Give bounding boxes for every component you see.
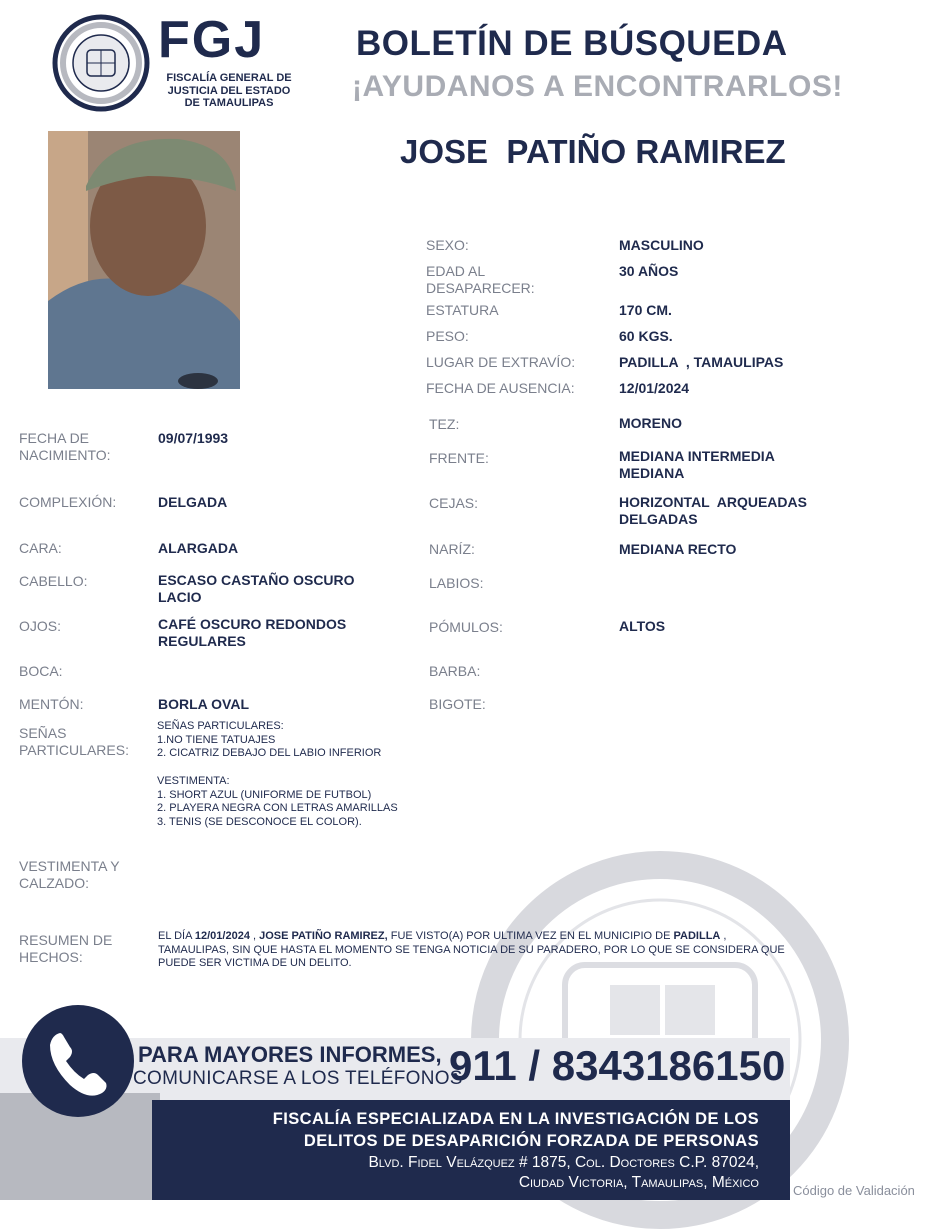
field-label: PÓMULOS:	[429, 619, 503, 635]
resumen-name: JOSE PATIÑO RAMIREZ,	[259, 930, 388, 942]
org-name-line: DE TAMAULIPAS	[184, 97, 274, 109]
resumen-fragment: EL DÍA	[158, 930, 195, 942]
field-label: TEZ:	[429, 416, 460, 432]
footer-line-1: FISCALÍA ESPECIALIZADA EN LA INVESTIGACIÓN DE LOS	[272, 1110, 759, 1128]
field-label: CABELLO:	[19, 573, 88, 589]
field-label: CARA:	[19, 540, 62, 556]
validation-code-label: Código de Validación	[793, 1183, 915, 1198]
field-value: MEDIANA INTERMEDIA MEDIANA	[619, 448, 775, 481]
resumen-place: PADILLA	[673, 930, 721, 942]
field-label: EDAD AL DESAPARECER:	[426, 263, 535, 296]
field-label: ESTATURA	[426, 302, 499, 318]
field-label: FECHA DE AUSENCIA:	[426, 380, 575, 396]
org-name-line: JUSTICIA DEL ESTADO	[167, 84, 291, 97]
bulletin-subtitle: ¡AYUDANOS A ENCONTRARLOS!	[352, 70, 843, 103]
field-label: COMPLEXIÓN:	[19, 494, 117, 510]
phone-number[interactable]: 911 / 8343186150	[449, 1042, 786, 1089]
contact-line-1: PARA MAYORES INFORMES,	[138, 1042, 442, 1067]
phone-icon	[22, 1005, 134, 1117]
vestimenta-text: VESTIMENTA: 1. SHORT AZUL (UNIFORME DE FUTBOL) 2. PLAYERA NEGRA CON LETRAS AMARILLAS 3. TENIS (SE DESCONOCE EL COLOR).	[157, 775, 398, 828]
field-value: ESCASO CASTAÑO OSCURO LACIO	[158, 572, 355, 605]
field-value: 170 CM.	[619, 302, 672, 318]
missing-person-photo	[48, 131, 240, 389]
field-value: HORIZONTAL ARQUEADAS DELGADAS	[619, 494, 807, 527]
field-value: MASCULINO	[619, 237, 704, 253]
field-label: CEJAS:	[429, 495, 479, 511]
field-label: LABIOS:	[429, 575, 484, 591]
field-value: CAFÉ OSCURO REDONDOS REGULARES	[158, 616, 347, 649]
org-acronym: FGJ	[158, 11, 266, 69]
field-value: 12/01/2024	[619, 380, 690, 396]
field-value: 09/07/1993	[158, 430, 229, 446]
field-label: PESO:	[426, 328, 469, 344]
resumen-line: PUEDE SER VICTIMA DE UN DELITO.	[158, 957, 352, 969]
field-value: PADILLA , TAMAULIPAS	[619, 354, 784, 370]
field-label: RESUMEN DE HECHOS:	[19, 932, 113, 965]
field-label: FRENTE:	[429, 450, 489, 466]
bulletin-title: BOLETÍN DE BÚSQUEDA	[356, 24, 788, 63]
footer-address-1: Blvd. Fidel Velázquez # 1875, Col. Doctores C.P. 87024,	[368, 1154, 759, 1171]
field-label: BIGOTE:	[429, 696, 486, 712]
field-label: FECHA DE NACIMIENTO:	[19, 430, 111, 463]
resumen-fragment: FUE VISTO(A) POR ULTIMA VEZ EN EL MUNICIPIO DE	[387, 930, 674, 942]
field-value: 60 KGS.	[619, 328, 673, 344]
field-value: MORENO	[619, 415, 682, 431]
resumen-line: TAMAULIPAS, SIN QUE HASTA EL MOMENTO SE TENGA NOTICIA DE SU PARADERO, POR LO QUE SE CONSIDERA QUE	[158, 943, 785, 956]
field-label: BARBA:	[429, 663, 481, 679]
field-label: NARÍZ:	[429, 541, 475, 557]
org-name-line: FISCALÍA GENERAL DE	[166, 72, 292, 84]
field-value: BORLA OVAL	[158, 696, 249, 712]
field-label: BOCA:	[19, 663, 63, 679]
field-value: ALTOS	[619, 618, 666, 634]
org-name	[158, 72, 300, 110]
field-label: SEXO:	[426, 237, 469, 253]
field-label: MENTÓN:	[19, 696, 84, 712]
field-value: ALARGADA	[158, 540, 239, 556]
contact-line-2: COMUNICARSE A LOS TELÉFONOS	[133, 1068, 463, 1089]
resumen-fragment: ,	[720, 930, 727, 942]
field-value: DELGADA	[158, 494, 228, 510]
resumen-fragment: ,	[249, 930, 260, 942]
field-label: SEÑAS PARTICULARES:	[19, 725, 129, 758]
person-name: JOSE PATIÑO RAMIREZ	[400, 133, 786, 170]
fgj-logo-icon	[52, 14, 150, 112]
footer-address-2: Ciudad Victoria, Tamaulipas, México	[518, 1174, 759, 1191]
resumen-text	[158, 930, 785, 971]
field-label: VESTIMENTA Y CALZADO:	[19, 858, 120, 891]
field-label: OJOS:	[19, 618, 62, 634]
field-label: LUGAR DE EXTRAVÍO:	[426, 354, 576, 370]
senas-particulares-text: SEÑAS PARTICULARES: 1.NO TIENE TATUAJES 2. CICATRIZ DEBAJO DEL LABIO INFERIOR	[157, 720, 382, 759]
footer-line-2: DELITOS DE DESAPARICIÓN FORZADA DE PERSONAS	[303, 1132, 759, 1150]
resumen-date: 12/01/2024	[194, 930, 250, 942]
field-value: 30 AÑOS	[619, 263, 679, 279]
field-value: MEDIANA RECTO	[619, 541, 737, 557]
